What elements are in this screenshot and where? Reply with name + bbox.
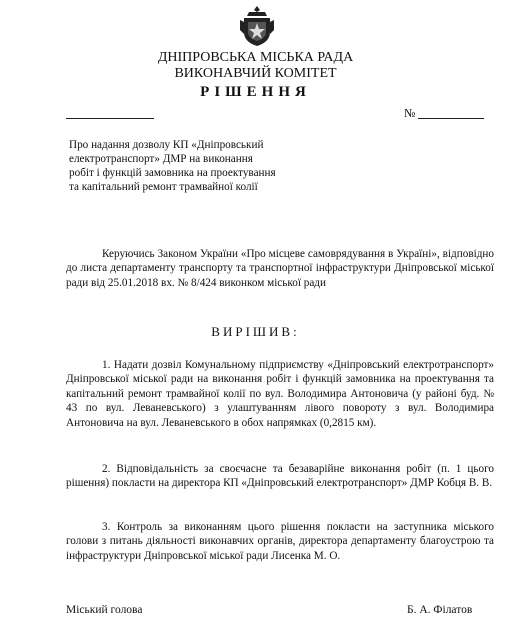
number-label: №: [404, 106, 416, 120]
signatory-position: Міський голова: [66, 604, 143, 616]
decision-item-2: 2. Відповідальність за своєчасне та безаварійне виконання робіт (п. 1 цього рішення) покласти на директора КП «Дніпровський електротранспорт» ДМР Кобця В. В.: [66, 463, 494, 490]
decision-item-3: 3. Контроль за виконанням цього рішення покласти на заступника міського голови з питань діяльності виконавчих органів, директора департаменту благоустрою та інфраструктури Дніпровської міської ради Лисенка М. О.: [66, 521, 494, 562]
signatory-name: Б. А. Філатов: [407, 604, 473, 616]
date-field-line: [66, 118, 154, 119]
org-name: ДНІПРОВСЬКА МІСЬКА РАДА: [157, 50, 354, 65]
decided-heading: ВИРІШИВ:: [211, 324, 300, 339]
coat-of-arms-icon: [238, 4, 276, 48]
decision-subject: Про надання дозволу КП «Дніпровський електротранспорт» ДМР на виконання робіт і функцій замовника на проектування та капітальний ремонт трамвайної колії: [69, 139, 276, 193]
number-field-line: [418, 118, 484, 119]
document-type: РІШЕННЯ: [200, 84, 311, 100]
preamble-paragraph: Керуючись Законом України «Про місцеве самоврядування в Україні», відповідно до листа департаменту транспорту та транспортної інфраструктури Дніпровської міської ради від 25.01.2018 вх. № 8/424 виконком міської ради: [66, 248, 494, 289]
org-subdivision: ВИКОНАВЧИЙ КОМІТЕТ: [174, 66, 337, 81]
decision-item-1: 1. Надати дозвіл Комунальному підприємству «Дніпровський електротранспорт» Дніпровської міської ради на виконання робіт і функцій замовника на проектування та капітальний ремонт трамвайної колії по вул. Володимира Антоновича (у районі буд. № 43 по вул. Леваневського) з улаштуванням лівого повороту з вул. Володимира Антоновича на вул. Леваневського в обох напрямках (0,2815 км).: [66, 359, 494, 429]
